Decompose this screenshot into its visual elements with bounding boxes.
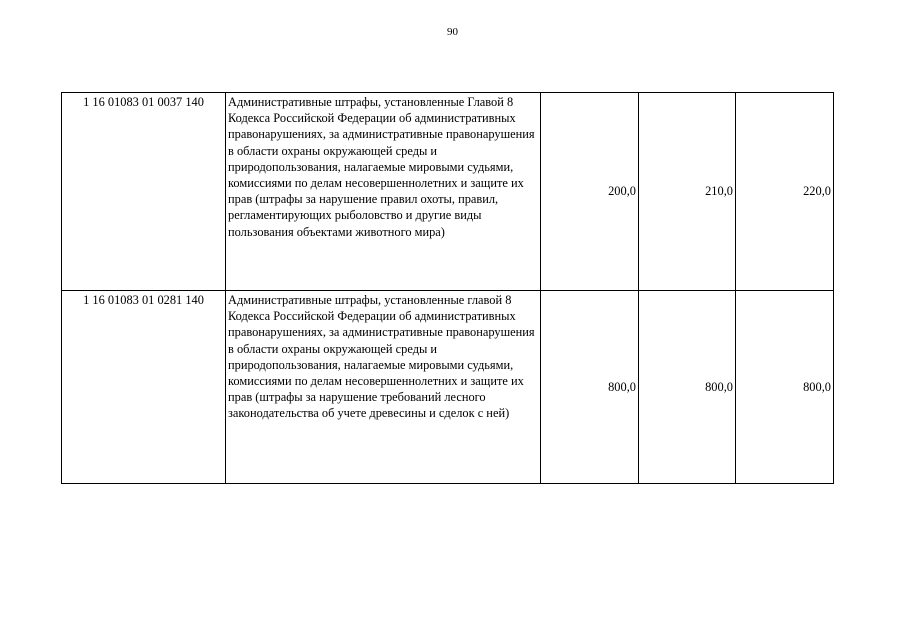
value-cell-year-1: 800,0 [541, 291, 639, 484]
budget-code-cell: 1 16 01083 01 0281 140 [62, 291, 226, 484]
value-cell-year-2: 800,0 [639, 291, 736, 484]
value-cell-year-3: 800,0 [736, 291, 834, 484]
budget-code-cell: 1 16 01083 01 0037 140 [62, 93, 226, 291]
page-number: 90 [447, 26, 458, 38]
description-cell: Административные штрафы, установленные Главой 8 Кодекса Российской Федерации об административных правонарушениях, за административные правонарушения в области охраны окружающей среды и природопользования, налагаемые мировыми судьями, комиссиями по делам несовершеннолетних и защите их прав (штрафы за нарушение правил охоты, правил, регламентирующих рыболовство и другие виды пользования объектами животного мира) [226, 93, 541, 291]
budget-table [61, 92, 834, 484]
table-row [62, 291, 834, 484]
value-cell-year-2: 210,0 [639, 93, 736, 291]
value-cell-year-3: 220,0 [736, 93, 834, 291]
table-row [62, 93, 834, 291]
value-cell-year-1: 200,0 [541, 93, 639, 291]
description-cell: Административные штрафы, установленные главой 8 Кодекса Российской Федерации об административных правонарушениях, за административные правонарушения в области охраны окружающей среды и природопользования, налагаемые мировыми судьями, комиссиями по делам несовершеннолетних и защите их прав (штрафы за нарушение требований лесного законодательства об учете древесины и сделок с ней) [226, 291, 541, 484]
